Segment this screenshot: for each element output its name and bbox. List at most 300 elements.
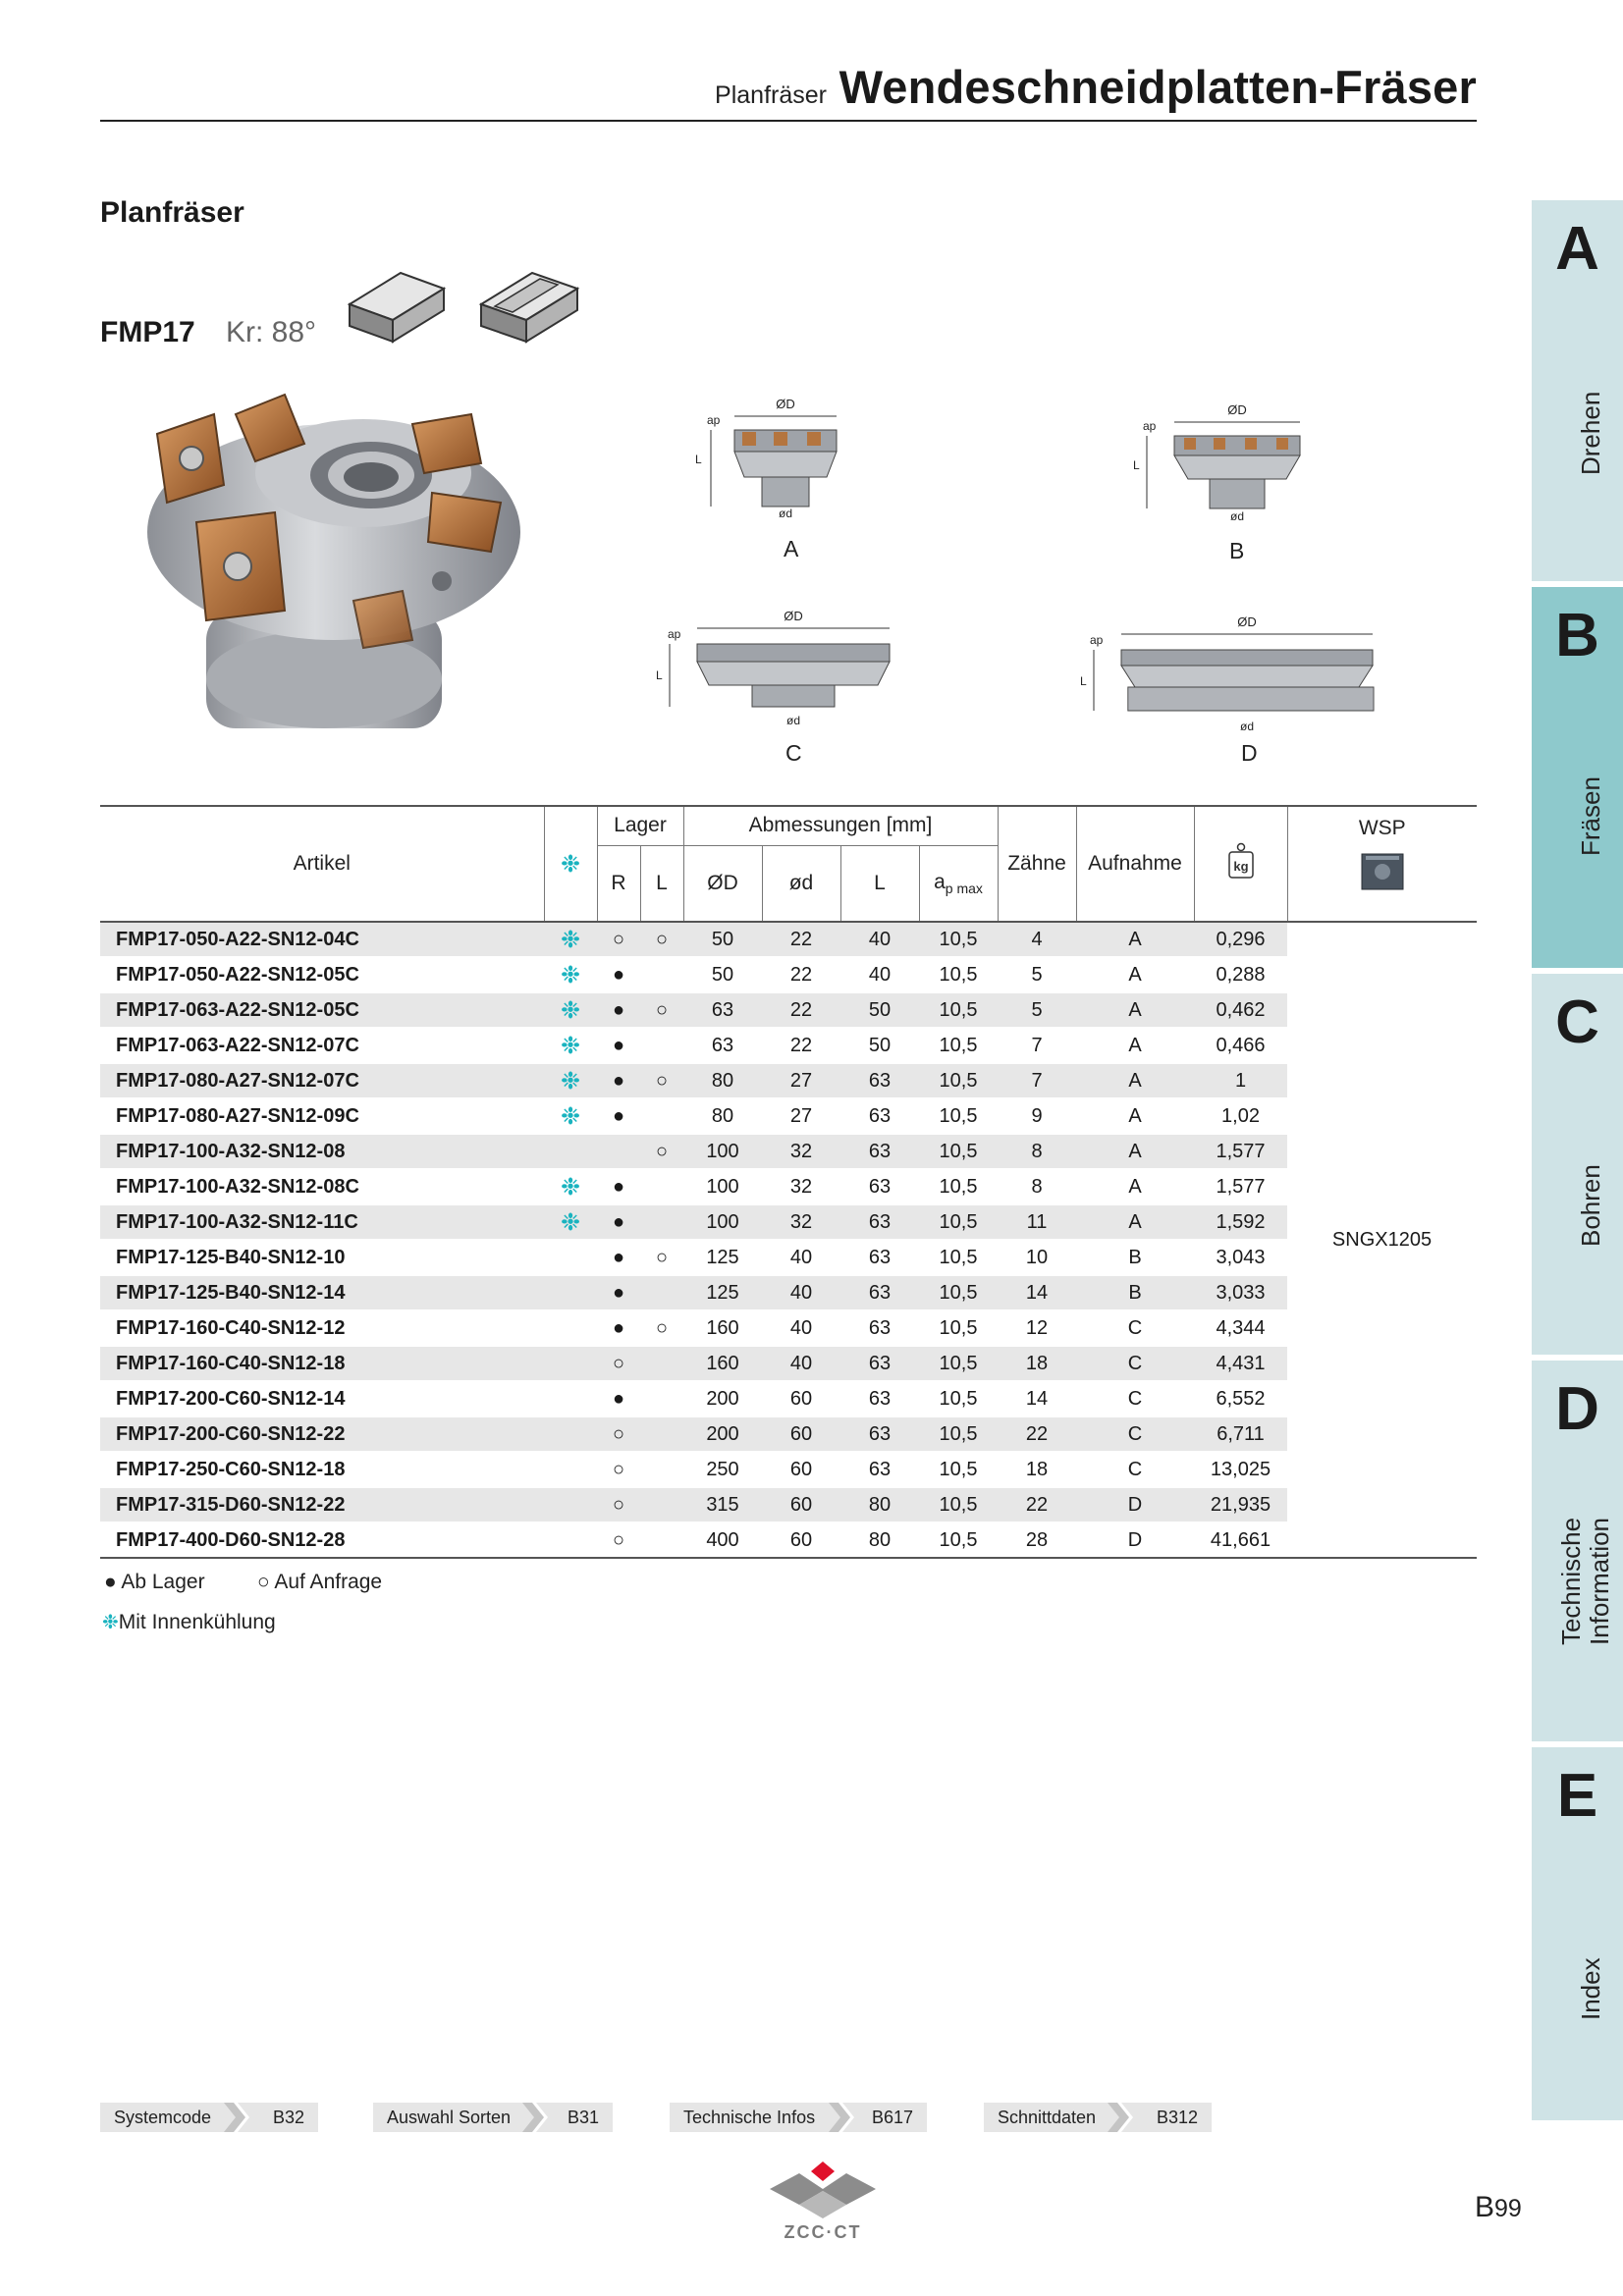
tab-bohren[interactable] xyxy=(1532,974,1623,1361)
cell-lager-l xyxy=(640,1452,683,1487)
cell-ap: 10,5 xyxy=(919,1098,998,1134)
cell-ap: 10,5 xyxy=(919,1381,998,1416)
table-row xyxy=(100,1416,1477,1452)
cell-aufnahme: A xyxy=(1076,1028,1194,1063)
cell-l: 63 xyxy=(840,1169,919,1204)
cell-zaehne: 28 xyxy=(998,1522,1076,1558)
tab-index-letter: E xyxy=(1556,1762,1598,1830)
cell-dd: 400 xyxy=(683,1522,762,1558)
cell-lager-l: ○ xyxy=(640,1310,683,1346)
page-number xyxy=(1475,2191,1522,2224)
cell-lager-r: ● xyxy=(597,1063,640,1098)
cell-cooling xyxy=(544,1169,597,1204)
cell-d: 32 xyxy=(762,1204,840,1240)
cooling-icon: ❉ xyxy=(560,1173,581,1201)
variant-a-label: A xyxy=(784,536,799,561)
cell-dd: 125 xyxy=(683,1240,762,1275)
header-title: Wendeschneidplatten-Fräser xyxy=(839,61,1477,113)
cell-zaehne: 22 xyxy=(998,1487,1076,1522)
header-subtitle: Planfräser xyxy=(715,81,827,109)
cell-lager-l: ○ xyxy=(640,922,683,957)
tab-technische-name: Technische Information xyxy=(1556,1517,1614,1646)
cell-zaehne: 14 xyxy=(998,1275,1076,1310)
cell-cooling xyxy=(544,1134,597,1169)
cell-cooling xyxy=(544,1381,597,1416)
table-row xyxy=(100,992,1477,1028)
cell-ap: 10,5 xyxy=(919,992,998,1028)
cell-lager-r: ● xyxy=(597,1310,640,1346)
cell-zaehne: 14 xyxy=(998,1381,1076,1416)
cell-ap: 10,5 xyxy=(919,1169,998,1204)
cell-aufnahme: D xyxy=(1076,1487,1194,1522)
cell-lager-l xyxy=(640,1381,683,1416)
cell-artikel: FMP17-100-A32-SN12-08 xyxy=(100,1134,544,1169)
col-abmessungen: Abmessungen [mm] xyxy=(683,806,998,845)
cell-dd: 100 xyxy=(683,1169,762,1204)
variant-d-dd: ØD xyxy=(1237,614,1257,629)
cell-ap: 10,5 xyxy=(919,1204,998,1240)
cell-ap: 10,5 xyxy=(919,1487,998,1522)
cell-weight: 21,935 xyxy=(1194,1487,1287,1522)
footer-link-auswahl-sorten[interactable] xyxy=(373,2103,613,2132)
table-row xyxy=(100,957,1477,992)
cell-l: 40 xyxy=(840,922,919,957)
variant-d-d: ød xyxy=(1239,720,1255,733)
cell-l: 63 xyxy=(840,1310,919,1346)
cell-artikel: FMP17-050-A22-SN12-04C xyxy=(100,922,544,957)
legend-cooling xyxy=(102,1610,276,1634)
legend-request: ○ Auf Anfrage xyxy=(257,1571,383,1593)
cell-d: 60 xyxy=(762,1416,840,1452)
cell-cooling xyxy=(544,1452,597,1487)
logo-text: ZCC·CT xyxy=(784,2222,862,2242)
cell-artikel: FMP17-160-C40-SN12-12 xyxy=(100,1310,544,1346)
variant-c-drawing xyxy=(650,603,905,766)
cell-aufnahme: C xyxy=(1076,1381,1194,1416)
cell-artikel: FMP17-315-D60-SN12-22 xyxy=(100,1487,544,1522)
cell-aufnahme: B xyxy=(1076,1240,1194,1275)
cell-lager-r: ● xyxy=(597,1204,640,1240)
cell-cooling xyxy=(544,1098,597,1134)
cell-l: 63 xyxy=(840,1275,919,1310)
table-row xyxy=(100,1134,1477,1169)
zcc-ct-logo xyxy=(766,2160,880,2244)
footer-link-technische-infos[interactable] xyxy=(670,2103,927,2132)
variant-d-l: L xyxy=(1080,674,1087,688)
cell-weight: 13,025 xyxy=(1194,1452,1287,1487)
cell-lager-r: ● xyxy=(597,1028,640,1063)
col-lager-r: R xyxy=(597,845,640,922)
cell-lager-l xyxy=(640,1275,683,1310)
wsp-insert-icon xyxy=(1358,850,1407,893)
col-weight xyxy=(1194,806,1287,922)
cell-dd: 160 xyxy=(683,1346,762,1381)
cell-zaehne: 8 xyxy=(998,1134,1076,1169)
cell-weight: 4,431 xyxy=(1194,1346,1287,1381)
page-number-num: 99 xyxy=(1494,2195,1522,2222)
cell-lager-l: ○ xyxy=(640,1063,683,1098)
cell-dd: 100 xyxy=(683,1134,762,1169)
col-zaehne: Zähne xyxy=(998,806,1076,922)
variant-d-drawing xyxy=(1076,609,1380,766)
cell-artikel: FMP17-160-C40-SN12-18 xyxy=(100,1346,544,1381)
cell-lager-r: ○ xyxy=(597,922,640,957)
cell-d: 40 xyxy=(762,1310,840,1346)
cell-d: 32 xyxy=(762,1169,840,1204)
table-row xyxy=(100,1028,1477,1063)
cell-lager-r: ● xyxy=(597,957,640,992)
variant-c-dd: ØD xyxy=(784,609,803,623)
footer-link-schnittdaten-page: B312 xyxy=(1156,2108,1198,2127)
cell-zaehne: 18 xyxy=(998,1346,1076,1381)
cell-weight: 0,296 xyxy=(1194,922,1287,957)
footer-link-systemcode-page: B32 xyxy=(272,2108,304,2127)
legend-cooling-icon: ❉ xyxy=(102,1612,119,1633)
cell-cooling xyxy=(544,992,597,1028)
cell-weight: 3,043 xyxy=(1194,1240,1287,1275)
cell-ap: 10,5 xyxy=(919,1275,998,1310)
cell-aufnahme: C xyxy=(1076,1310,1194,1346)
variant-a-l: L xyxy=(695,453,702,466)
cell-ap: 10,5 xyxy=(919,1134,998,1169)
cooling-icon: ❉ xyxy=(560,850,581,878)
cell-lager-r: ○ xyxy=(597,1522,640,1558)
cell-dd: 100 xyxy=(683,1204,762,1240)
tab-drehen-letter: A xyxy=(1555,215,1599,283)
cooling-icon: ❉ xyxy=(560,926,581,953)
cell-weight: 1,592 xyxy=(1194,1204,1287,1240)
cell-weight: 0,466 xyxy=(1194,1028,1287,1063)
cell-cooling xyxy=(544,1275,597,1310)
cell-d: 32 xyxy=(762,1134,840,1169)
chevron-right-icon xyxy=(224,2103,249,2132)
cell-aufnahme: D xyxy=(1076,1522,1194,1558)
cell-lager-r: ● xyxy=(597,1240,640,1275)
cell-aufnahme: C xyxy=(1076,1452,1194,1487)
cell-d: 40 xyxy=(762,1346,840,1381)
cell-d: 27 xyxy=(762,1098,840,1134)
cell-aufnahme: A xyxy=(1076,922,1194,957)
cooling-icon: ❉ xyxy=(560,1208,581,1236)
cell-cooling xyxy=(544,1346,597,1381)
table-row xyxy=(100,1240,1477,1275)
cell-aufnahme: B xyxy=(1076,1275,1194,1310)
chevron-right-icon xyxy=(522,2103,548,2132)
cell-zaehne: 4 xyxy=(998,922,1076,957)
cell-ap: 10,5 xyxy=(919,1310,998,1346)
cell-lager-l xyxy=(640,1487,683,1522)
cell-l: 80 xyxy=(840,1487,919,1522)
cell-l: 40 xyxy=(840,957,919,992)
cell-ap: 10,5 xyxy=(919,1416,998,1452)
tab-fraesen-name: Fräsen xyxy=(1576,776,1605,856)
cell-dd: 200 xyxy=(683,1381,762,1416)
cell-lager-r: ● xyxy=(597,1098,640,1134)
tab-fraesen-letter: B xyxy=(1555,602,1599,669)
cell-d: 60 xyxy=(762,1452,840,1487)
cell-ap: 10,5 xyxy=(919,1240,998,1275)
table-row xyxy=(100,1204,1477,1240)
cell-dd: 63 xyxy=(683,992,762,1028)
cell-cooling xyxy=(544,1240,597,1275)
cell-ap: 10,5 xyxy=(919,1063,998,1098)
cell-ap: 10,5 xyxy=(919,1452,998,1487)
cell-artikel: FMP17-080-A27-SN12-09C xyxy=(100,1098,544,1134)
variant-d-label: D xyxy=(1241,740,1258,766)
table-row xyxy=(100,1310,1477,1346)
footer-link-auswahl-label: Auswahl Sorten xyxy=(387,2108,512,2127)
cell-aufnahme: A xyxy=(1076,1204,1194,1240)
cell-artikel: FMP17-100-A32-SN12-11C xyxy=(100,1204,544,1240)
chevron-right-icon xyxy=(829,2103,854,2132)
cell-lager-r: ○ xyxy=(597,1416,640,1452)
cell-weight: 3,033 xyxy=(1194,1275,1287,1310)
tab-technische-letter: D xyxy=(1555,1375,1599,1443)
cell-zaehne: 18 xyxy=(998,1452,1076,1487)
cell-l: 80 xyxy=(840,1522,919,1558)
variant-b-d: ød xyxy=(1229,509,1245,523)
cell-ap: 10,5 xyxy=(919,1346,998,1381)
cell-lager-l xyxy=(640,957,683,992)
tab-index-name: Index xyxy=(1576,1957,1605,2020)
cell-dd: 125 xyxy=(683,1275,762,1310)
cooling-icon: ❉ xyxy=(560,1102,581,1130)
cell-l: 50 xyxy=(840,1028,919,1063)
cell-lager-l xyxy=(640,1204,683,1240)
cell-weight: 6,711 xyxy=(1194,1416,1287,1452)
tab-index[interactable] xyxy=(1532,1747,1623,2126)
cell-aufnahme: C xyxy=(1076,1416,1194,1452)
cell-l: 63 xyxy=(840,1098,919,1134)
variant-d-ap: ap xyxy=(1090,633,1104,647)
col-l: L xyxy=(840,845,919,922)
cell-weight: 1,02 xyxy=(1194,1098,1287,1134)
cell-cooling xyxy=(544,1522,597,1558)
variant-a-ap: ap xyxy=(707,413,721,427)
cell-artikel: FMP17-063-A22-SN12-07C xyxy=(100,1028,544,1063)
cell-ap: 10,5 xyxy=(919,957,998,992)
tab-drehen-name: Drehen xyxy=(1576,391,1605,475)
cell-zaehne: 7 xyxy=(998,1028,1076,1063)
cell-weight: 1 xyxy=(1194,1063,1287,1098)
cell-cooling xyxy=(544,1487,597,1522)
cell-lager-r: ○ xyxy=(597,1452,640,1487)
cell-d: 40 xyxy=(762,1240,840,1275)
cell-dd: 200 xyxy=(683,1416,762,1452)
cell-d: 40 xyxy=(762,1275,840,1310)
cell-l: 63 xyxy=(840,1240,919,1275)
cooling-icon: ❉ xyxy=(560,1067,581,1095)
cell-aufnahme: A xyxy=(1076,992,1194,1028)
col-wsp xyxy=(1287,806,1477,922)
cell-dd: 50 xyxy=(683,922,762,957)
cell-cooling xyxy=(544,1028,597,1063)
cell-wsp: SNGX1205 xyxy=(1287,922,1477,1558)
col-cooling xyxy=(544,806,597,922)
cell-zaehne: 8 xyxy=(998,1169,1076,1204)
cell-lager-l xyxy=(640,1522,683,1558)
cell-lager-r xyxy=(597,1134,640,1169)
cell-l: 63 xyxy=(840,1381,919,1416)
tab-drehen[interactable] xyxy=(1532,200,1623,587)
cell-weight: 4,344 xyxy=(1194,1310,1287,1346)
cell-d: 60 xyxy=(762,1487,840,1522)
cell-artikel: FMP17-063-A22-SN12-05C xyxy=(100,992,544,1028)
col-lager: Lager xyxy=(597,806,683,845)
table-row xyxy=(100,1452,1477,1487)
insert-square-icon xyxy=(346,267,448,347)
cell-artikel: FMP17-125-B40-SN12-14 xyxy=(100,1275,544,1310)
cell-weight: 41,661 xyxy=(1194,1522,1287,1558)
cell-cooling xyxy=(544,922,597,957)
legend-cooling-text: Mit Innenkühlung xyxy=(118,1611,276,1633)
cell-aufnahme: A xyxy=(1076,1098,1194,1134)
cell-l: 50 xyxy=(840,992,919,1028)
cell-lager-r: ○ xyxy=(597,1487,640,1522)
cell-ap: 10,5 xyxy=(919,922,998,957)
footer-link-technische-label: Technische Infos xyxy=(683,2108,816,2127)
cell-artikel: FMP17-125-B40-SN12-10 xyxy=(100,1240,544,1275)
cell-cooling xyxy=(544,1310,597,1346)
cell-zaehne: 9 xyxy=(998,1098,1076,1134)
col-aufnahme: Aufnahme xyxy=(1076,806,1194,922)
table-row xyxy=(100,1098,1477,1134)
cooling-icon: ❉ xyxy=(560,996,581,1024)
cell-artikel: FMP17-100-A32-SN12-08C xyxy=(100,1169,544,1204)
cell-l: 63 xyxy=(840,1204,919,1240)
table-body xyxy=(100,922,1477,1558)
product-table xyxy=(100,805,1477,1559)
variant-c-ap: ap xyxy=(668,627,681,641)
col-ap xyxy=(919,845,998,922)
cell-weight: 1,577 xyxy=(1194,1134,1287,1169)
cell-zaehne: 12 xyxy=(998,1310,1076,1346)
variant-c-l: L xyxy=(656,668,663,682)
weight-icon xyxy=(1227,842,1255,880)
tab-bohren-name: Bohren xyxy=(1576,1164,1605,1247)
footer-link-schnittdaten-label: Schnittdaten xyxy=(998,2108,1097,2127)
table-row xyxy=(100,1522,1477,1558)
table-row xyxy=(100,1346,1477,1381)
table-row xyxy=(100,1487,1477,1522)
cell-l: 63 xyxy=(840,1134,919,1169)
cell-lager-r: ● xyxy=(597,1275,640,1310)
cell-artikel: FMP17-400-D60-SN12-28 xyxy=(100,1522,544,1558)
section-title: Planfräser xyxy=(100,196,244,229)
cell-dd: 160 xyxy=(683,1310,762,1346)
cell-weight: 0,288 xyxy=(1194,957,1287,992)
variant-a-drawing xyxy=(687,391,864,561)
cell-d: 22 xyxy=(762,992,840,1028)
model-name: FMP17 xyxy=(100,316,195,348)
cutter-image xyxy=(137,385,569,748)
variant-b-dd: ØD xyxy=(1227,402,1247,417)
cell-cooling xyxy=(544,1204,597,1240)
tab-bohren-letter: C xyxy=(1555,988,1599,1056)
page-number-prefix: B xyxy=(1475,2191,1495,2223)
variant-a-d: ød xyxy=(778,507,793,518)
cell-d: 22 xyxy=(762,922,840,957)
cell-l: 63 xyxy=(840,1452,919,1487)
cell-zaehne: 7 xyxy=(998,1063,1076,1098)
col-ap-a: a xyxy=(934,870,946,893)
cell-artikel: FMP17-200-C60-SN12-14 xyxy=(100,1381,544,1416)
cell-zaehne: 10 xyxy=(998,1240,1076,1275)
cell-zaehne: 5 xyxy=(998,957,1076,992)
cell-l: 63 xyxy=(840,1416,919,1452)
cell-lager-l xyxy=(640,1098,683,1134)
cell-dd: 315 xyxy=(683,1487,762,1522)
weight-kg: kg xyxy=(1232,859,1249,874)
cell-lager-l xyxy=(640,1169,683,1204)
cell-d: 22 xyxy=(762,1028,840,1063)
cell-artikel: FMP17-200-C60-SN12-22 xyxy=(100,1416,544,1452)
cell-cooling xyxy=(544,957,597,992)
table-row xyxy=(100,922,1477,957)
cell-cooling xyxy=(544,1063,597,1098)
cell-lager-l xyxy=(640,1028,683,1063)
cell-zaehne: 22 xyxy=(998,1416,1076,1452)
cell-dd: 80 xyxy=(683,1063,762,1098)
cell-l: 63 xyxy=(840,1346,919,1381)
cell-aufnahme: A xyxy=(1076,1134,1194,1169)
table-row xyxy=(100,1063,1477,1098)
cell-artikel: FMP17-050-A22-SN12-05C xyxy=(100,957,544,992)
legend-stock: ● Ab Lager xyxy=(104,1571,205,1593)
cell-aufnahme: A xyxy=(1076,957,1194,992)
cell-zaehne: 11 xyxy=(998,1204,1076,1240)
cell-artikel: FMP17-080-A27-SN12-07C xyxy=(100,1063,544,1098)
col-d: ød xyxy=(762,845,840,922)
cell-d: 22 xyxy=(762,957,840,992)
col-wsp-label: WSP xyxy=(1358,817,1406,839)
footer-link-schnittdaten[interactable] xyxy=(984,2103,1212,2132)
cell-lager-l: ○ xyxy=(640,1134,683,1169)
cooling-icon: ❉ xyxy=(560,961,581,988)
tab-fraesen[interactable] xyxy=(1532,587,1623,974)
variant-c-label: C xyxy=(785,740,802,766)
cell-weight: 1,577 xyxy=(1194,1169,1287,1204)
cell-lager-l xyxy=(640,1346,683,1381)
page-header xyxy=(100,61,1477,122)
cell-weight: 6,552 xyxy=(1194,1381,1287,1416)
cell-l: 63 xyxy=(840,1063,919,1098)
table-row xyxy=(100,1381,1477,1416)
cell-lager-r: ● xyxy=(597,1381,640,1416)
footer-link-technische-page: B617 xyxy=(871,2108,913,2127)
cell-ap: 10,5 xyxy=(919,1028,998,1063)
cell-aufnahme: A xyxy=(1076,1063,1194,1098)
cell-dd: 80 xyxy=(683,1098,762,1134)
footer-link-systemcode-label: Systemcode xyxy=(114,2108,212,2127)
footer-link-auswahl-page: B31 xyxy=(567,2108,599,2127)
cell-lager-l xyxy=(640,1416,683,1452)
table-row xyxy=(100,1275,1477,1310)
variant-c-d: ød xyxy=(785,714,801,727)
footer-link-systemcode[interactable] xyxy=(100,2103,318,2132)
variant-b-l: L xyxy=(1133,458,1140,472)
cell-zaehne: 5 xyxy=(998,992,1076,1028)
cell-artikel: FMP17-250-C60-SN12-18 xyxy=(100,1452,544,1487)
cell-dd: 50 xyxy=(683,957,762,992)
cell-weight: 0,462 xyxy=(1194,992,1287,1028)
tab-technische-information[interactable] xyxy=(1532,1361,1623,1747)
cell-lager-l: ○ xyxy=(640,992,683,1028)
model-angle: Kr: 88° xyxy=(226,316,317,348)
variant-b-drawing xyxy=(1129,397,1325,563)
cell-aufnahme: A xyxy=(1076,1169,1194,1204)
cell-lager-r: ● xyxy=(597,1169,640,1204)
